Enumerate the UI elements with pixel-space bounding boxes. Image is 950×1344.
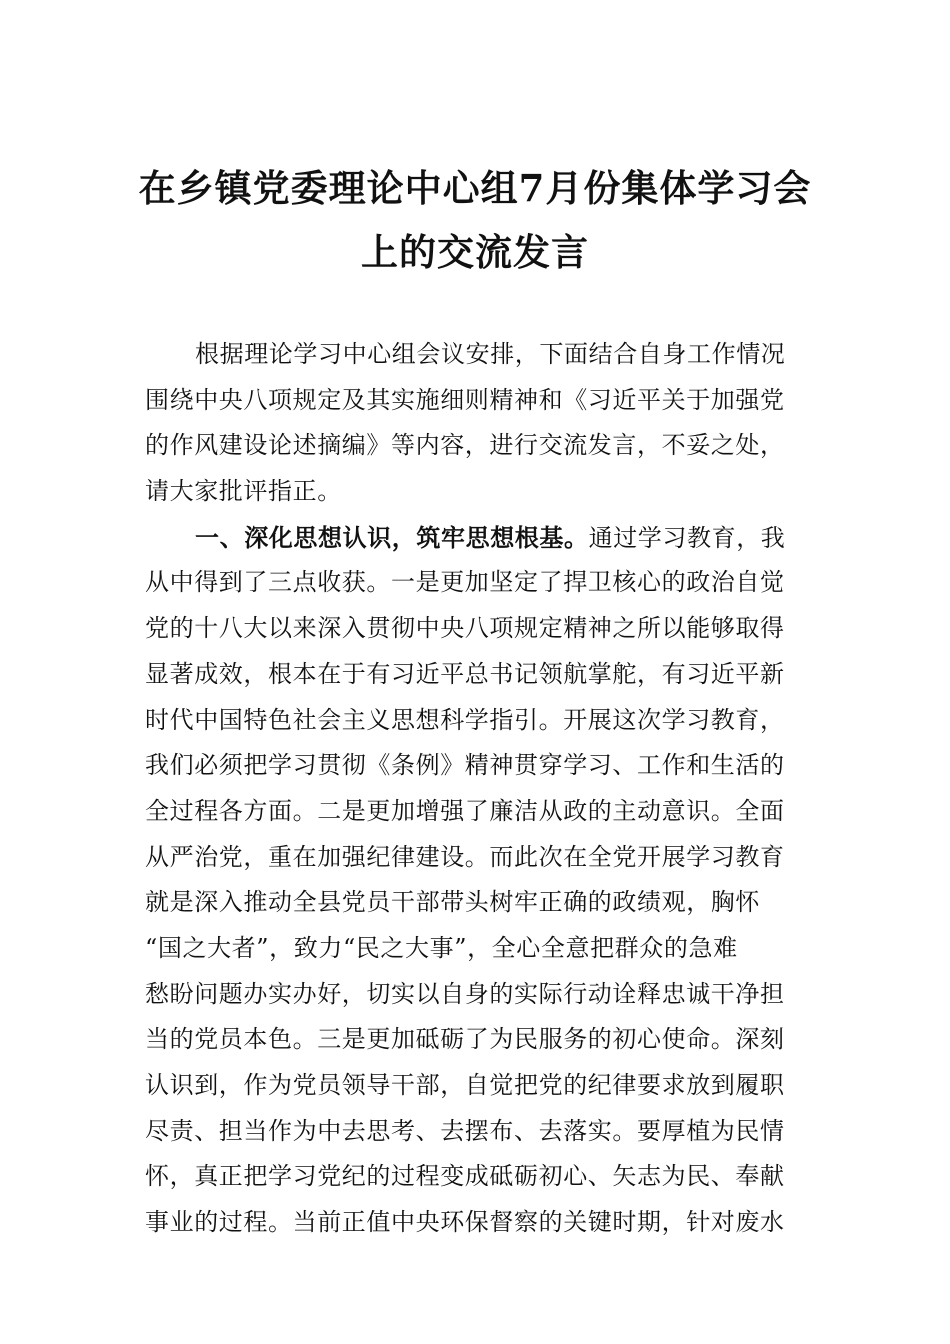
title-line-1: 在乡镇党委理论中心组7月份集体学习会 [138, 166, 812, 210]
paragraph-line: 围绕中央八项规定及其实施细则精神和《习近平关于加强党 [145, 385, 785, 414]
paragraph-line: 从严治党，重在加强纪律建设。而此次在全党开展学习教育 [145, 842, 785, 871]
document-body [145, 332, 810, 1246]
intro-paragraph [145, 332, 810, 515]
document-title [130, 156, 820, 284]
paragraph-line: 党的十八大以来深入贯彻中央八项规定精神之所以能够取得 [145, 614, 785, 643]
paragraph-line: 时代中国特色社会主义思想科学指引。开展这次学习教育， [145, 705, 785, 734]
section-heading: 一、深化思想认识，筑牢思想根基。 [195, 522, 589, 552]
paragraph-line: 就是深入推动全县党员干部带头树牢正确的政绩观，胸怀 [145, 888, 760, 917]
paragraph-line: 事业的过程。当前正值中央环保督察的关键时期，针对废水 [145, 1208, 785, 1237]
section-one-paragraph [145, 515, 810, 1246]
paragraph-line: 从中得到了三点收获。一是更加坚定了捍卫核心的政治自觉 [145, 568, 785, 597]
paragraph-line: “国之大者”，致力“民之大事”，全心全意把群众的急难 [145, 933, 738, 962]
paragraph-line: 愁盼问题办实办好，切实以自身的实际行动诠释忠诚干净担 [145, 979, 785, 1008]
paragraph-line: 我们必须把学习贯彻《条例》精神贯穿学习、工作和生活的 [145, 751, 785, 780]
section-first-line [145, 515, 810, 561]
paragraph-line: 根据理论学习中心组会议安排，下面结合自身工作情况 [195, 340, 786, 368]
paragraph-line: 请大家批评指正。 [145, 477, 342, 506]
title-line-2: 上的交流发言 [361, 230, 589, 274]
paragraph-line: 当的党员本色。三是更加砥砺了为民服务的初心使命。深刻 [145, 1025, 785, 1054]
paragraph-line: 的作风建设论述摘编》等内容，进行交流发言，不妥之处， [145, 431, 785, 460]
paragraph-line: 尽责、担当作为中去思考、去摆布、去落实。要厚植为民情 [145, 1116, 785, 1145]
section-first-line-text: 通过学习教育，我 [588, 523, 786, 552]
paragraph-line: 认识到，作为党员领导干部，自觉把党的纪律要求放到履职 [145, 1071, 785, 1099]
paragraph-line: 全过程各方面。二是更加增强了廉洁从政的主动意识。全面 [145, 796, 785, 825]
paragraph-line: 显著成效，根本在于有习近平总书记领航掌舵，有习近平新 [145, 659, 785, 688]
paragraph-line: 怀，真正把学习党纪的过程变成砥砺初心、矢志为民、奉献 [145, 1162, 785, 1191]
